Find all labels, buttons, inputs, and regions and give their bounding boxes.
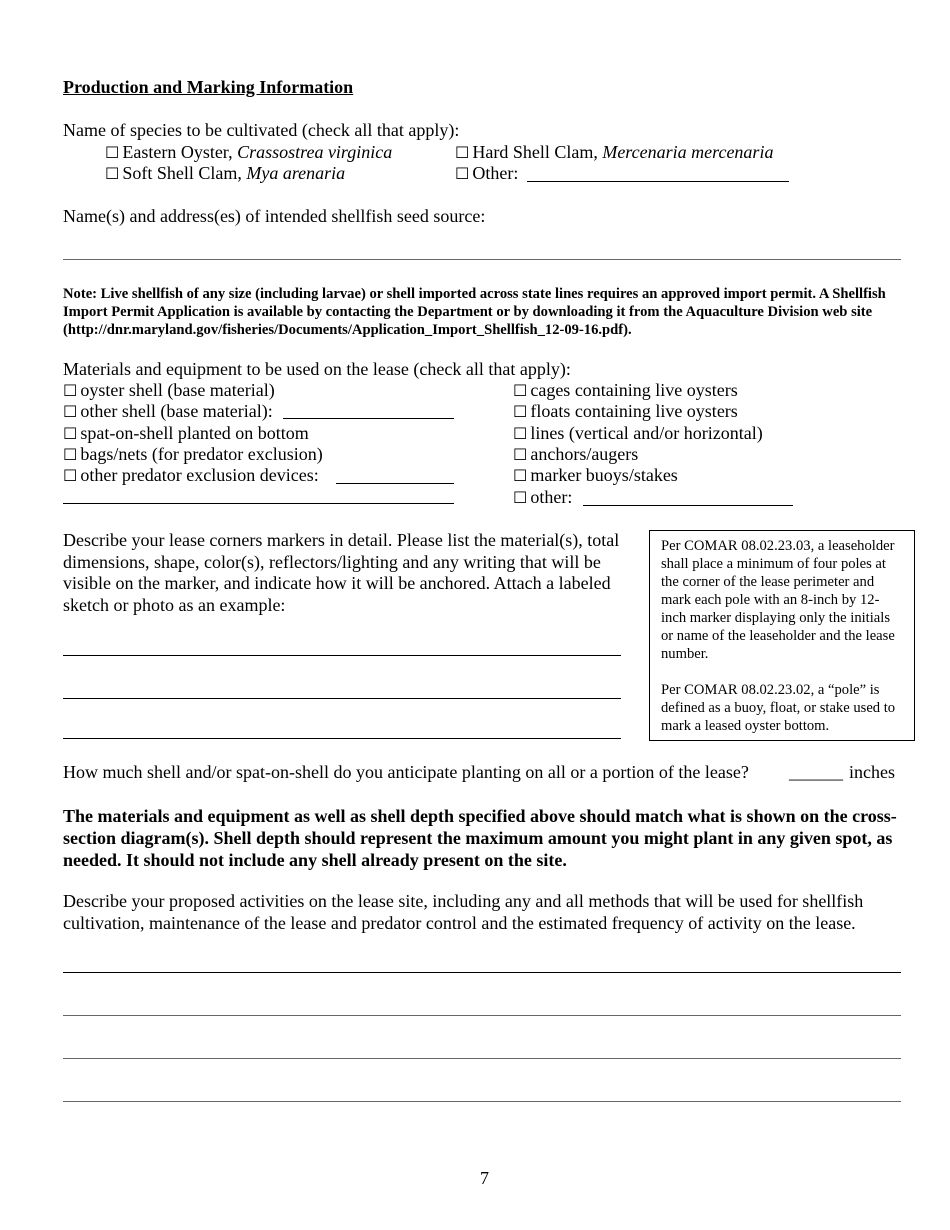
activities-prompt: Describe your proposed activities on the lease site, including any and all methods that will be used for shellfish cultivation, maintenance of the lease and predator control and the estimated frequency of activity on the lease.	[63, 891, 864, 933]
material-floats[interactable]: ☐ floats containing live oysters	[513, 401, 738, 421]
markers-input-line-3[interactable]	[63, 738, 621, 739]
comar-pole-definition-text: Per COMAR 08.02.23.02, a “pole” is defined as a buoy, float, or stake used to mark a leased oyster bottom.	[661, 682, 896, 734]
material-other-input[interactable]	[583, 505, 793, 506]
species-option-hard-shell-clam[interactable]: ☐ Hard Shell Clam, Mercenaria mercenaria	[455, 142, 774, 162]
activities-input-line-3[interactable]	[63, 1058, 901, 1059]
comar-corner-poles-text: Per COMAR 08.02.23.03, a leaseholder shall place a minimum of four poles at the corner of the lease perimeter and mark each pole with an 8-inch by 12-inch marker displaying only the initials or name of the leaseholder and the lease number.	[661, 538, 895, 662]
page-number: 7	[480, 1168, 489, 1188]
activities-input-line-1[interactable]	[63, 972, 901, 973]
checkbox-icon[interactable]: ☐	[513, 445, 528, 464]
material-lines[interactable]: ☐ lines (vertical and/or horizontal)	[513, 423, 763, 443]
checkbox-icon[interactable]: ☐	[513, 488, 528, 507]
activities-input-line-4[interactable]	[63, 1101, 901, 1102]
checkbox-icon[interactable]: ☐	[63, 381, 78, 400]
species-option-other[interactable]: ☐ Other:	[455, 163, 519, 183]
activities-input-line-2[interactable]	[63, 1015, 901, 1016]
checkbox-icon[interactable]: ☐	[63, 466, 78, 485]
species-prompt: Name of species to be cultivated (check all that apply):	[63, 120, 460, 140]
checkbox-icon[interactable]: ☐	[63, 424, 78, 443]
shell-depth-input[interactable]: ______	[789, 762, 843, 782]
shell-depth-unit: inches	[849, 762, 895, 782]
predator-devices-input-line-2[interactable]	[63, 503, 454, 504]
material-bags-nets[interactable]: ☐ bags/nets (for predator exclusion)	[63, 444, 323, 464]
material-anchors[interactable]: ☐ anchors/augers	[513, 444, 639, 464]
material-spat-on-shell[interactable]: ☐ spat-on-shell planted on bottom	[63, 423, 309, 443]
predator-devices-input[interactable]	[336, 483, 454, 484]
import-permit-note: Note: Live shellfish of any size (including larvae) or shell imported across state lines requires an approved import permit. A Shellfish Import Permit Application is available by contacting the Department or by downloading it from the Aquaculture Division web site (http://dnr.maryland.gov/fisheries/Documents/Application_Import_Shellfish_12-09-16.pdf).	[63, 286, 886, 338]
checkbox-icon[interactable]: ☐	[105, 143, 120, 162]
material-marker-buoys[interactable]: ☐ marker buoys/stakes	[513, 465, 678, 485]
markers-prompt: Describe your lease corners markers in detail. Please list the material(s), total dimensions, shape, color(s), reflectors/lighting and any writing that will be visible on the marker, and indicate how it will be anchored. Attach a labeled sketch or photo as an example:	[63, 530, 620, 615]
species-other-input[interactable]	[527, 181, 789, 182]
species-option-eastern-oyster[interactable]: ☐ Eastern Oyster, Crassostrea virginica	[105, 142, 393, 162]
species-option-soft-shell-clam[interactable]: ☐ Soft Shell Clam, Mya arenaria	[105, 163, 346, 183]
material-cages[interactable]: ☐ cages containing live oysters	[513, 380, 738, 400]
material-other-predator-devices[interactable]: ☐ other predator exclusion devices:	[63, 465, 319, 485]
checkbox-icon[interactable]: ☐	[513, 424, 528, 443]
shell-question: How much shell and/or spat-on-shell do you anticipate planting on all or a portion of the lease?	[63, 762, 749, 782]
other-shell-input[interactable]	[283, 418, 454, 419]
section-title: Production and Marking Information	[63, 77, 354, 97]
checkbox-icon[interactable]: ☐	[513, 381, 528, 400]
checkbox-icon[interactable]: ☐	[63, 402, 78, 421]
checkbox-icon[interactable]: ☐	[455, 143, 470, 162]
seed-source-input[interactable]	[63, 259, 901, 260]
materials-prompt: Materials and equipment to be used on the lease (check all that apply):	[63, 359, 571, 379]
checkbox-icon[interactable]: ☐	[513, 402, 528, 421]
material-oyster-shell[interactable]: ☐ oyster shell (base material)	[63, 380, 275, 400]
comar-info-box	[649, 530, 915, 741]
checkbox-icon[interactable]: ☐	[455, 164, 470, 183]
seed-source-prompt: Name(s) and address(es) of intended shellfish seed source:	[63, 206, 486, 226]
checkbox-icon[interactable]: ☐	[513, 466, 528, 485]
checkbox-icon[interactable]: ☐	[105, 164, 120, 183]
material-other[interactable]: ☐ other:	[513, 487, 573, 507]
checkbox-icon[interactable]: ☐	[63, 445, 78, 464]
cross-section-note: The materials and equipment as well as shell depth specified above should match what is shown on the cross-section diagram(s). Shell depth should represent the maximum amount you might plant in any given spot, as needed. It should not include any shell already present on the site.	[63, 806, 897, 870]
material-other-shell[interactable]: ☐ other shell (base material):	[63, 401, 273, 421]
markers-input-line-1[interactable]	[63, 655, 621, 656]
markers-input-line-2[interactable]	[63, 698, 621, 699]
